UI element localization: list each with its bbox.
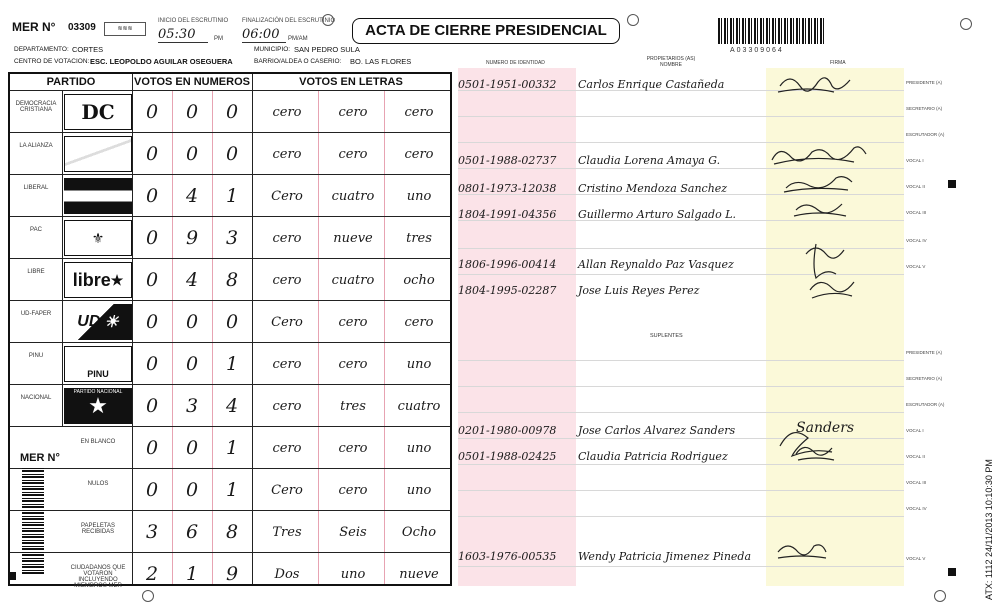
vote-word: cero (338, 441, 368, 456)
finalizacion-label: FINALIZACIÓN DEL ESCRUTINIO (242, 18, 336, 24)
party-row (10, 174, 450, 217)
logo-text: UD (77, 313, 101, 330)
cell-divider (62, 385, 63, 427)
identidad-column (458, 68, 576, 586)
party-row (10, 216, 450, 259)
logo-ud (64, 304, 132, 340)
vote-word: cero (272, 399, 302, 414)
logo-text: DC (81, 100, 115, 124)
identity-number: 0501-1988-02425 (458, 450, 557, 463)
member-name: Guillermo Arturo Salgado L. (578, 208, 737, 221)
party-table (8, 72, 452, 589)
logo-small-icon: ≋≋≋ (104, 22, 146, 36)
vote-word: Dos (274, 567, 300, 582)
barrio-label: BARRIO/ALDEA O CASERIO: (254, 58, 342, 65)
role-label: SECRETARIO (A) (906, 376, 943, 381)
member-name: Jose Luis Reyes Perez (578, 284, 700, 297)
vote-word: cero (404, 147, 434, 162)
vote-digit: 2 (145, 563, 159, 585)
votos-letras-header: VOTOS EN LETRAS (299, 76, 403, 88)
barcode-top (718, 18, 824, 44)
role-label: VOCAL V (906, 556, 926, 561)
vote-digit: 1 (185, 563, 199, 585)
logo-text: libre (72, 269, 111, 290)
signature-suplente-vocal-3 (796, 447, 834, 460)
suplentes-header: SUPLENTES (650, 333, 683, 339)
propietarios-header: PROPIETARIOS (AS) NOMBRE (646, 56, 696, 68)
inicio-time: 05:30 (158, 27, 208, 43)
vote-word: cuatro (331, 273, 375, 288)
vote-word: tres (406, 231, 432, 246)
finalizacion-suffix: PM/AM (288, 36, 308, 42)
signature-suplente-vocal-2 (780, 433, 832, 456)
vote-word: nueve (399, 567, 439, 582)
member-name: Carlos Enrique Castañeda (578, 78, 725, 91)
vote-word: cero (272, 441, 302, 456)
vote-digit: 8 (225, 521, 239, 543)
vote-digit: 9 (185, 227, 199, 249)
circle-mark-bottom-left (142, 590, 154, 602)
vote-word: cero (338, 357, 368, 372)
vote-word: Cero (271, 315, 303, 330)
party-name: DEMOCRACIA CRISTIANA (15, 101, 57, 113)
vote-digit: 0 (145, 227, 159, 249)
role-label: VOCAL III (906, 210, 927, 215)
identity-number: 1806-1996-00414 (458, 258, 557, 271)
signature-vocal-3 (794, 204, 846, 216)
party-name: EN BLANCO (80, 439, 116, 445)
barcode-text: A03309064 (730, 47, 784, 54)
party-row (10, 258, 450, 301)
cell-divider (62, 301, 63, 343)
identity-number: 0801-1973-12038 (458, 182, 557, 195)
vote-digit: 0 (185, 311, 199, 333)
marker-left-lower (8, 572, 16, 580)
member-name: Allan Reynaldo Paz Vasquez (578, 258, 734, 271)
vote-word: cero (272, 147, 302, 162)
member-name: Claudia Lorena Amaya G. (578, 154, 721, 167)
inicio-label: INICIO DEL ESCRUTINIO (158, 18, 229, 24)
vote-word: uno (406, 483, 432, 498)
vote-digit: 0 (185, 353, 199, 375)
vote-word: uno (406, 189, 432, 204)
party-row (10, 300, 450, 343)
logo-text: PINU (87, 369, 109, 379)
vote-word: cero (272, 357, 302, 372)
party-row (10, 384, 450, 427)
cell-divider (62, 259, 63, 301)
mer-number: 03309 (68, 22, 96, 33)
logo-pinu (64, 346, 132, 382)
barcode-left (22, 466, 44, 574)
vote-digit: 3 (185, 395, 199, 417)
departamento-value: CORTES (72, 45, 104, 54)
vote-word: Ocho (401, 525, 437, 540)
vote-word: Cero (271, 189, 303, 204)
vote-word: cero (404, 315, 434, 330)
party-row (10, 90, 450, 133)
vote-digit: 0 (145, 311, 159, 333)
municipio-label: MUNICIPIO: (254, 46, 291, 53)
member-name: Claudia Patricia Rodriguez (578, 450, 728, 463)
signatures (766, 68, 904, 586)
side-stamp: ATX: 1112 24/11/2013 10:10:30 PM (984, 459, 994, 600)
marker-right-upper (948, 180, 956, 188)
party-row (10, 552, 450, 595)
vote-word: uno (406, 357, 432, 372)
form-title: ACTA DE CIERRE PRESIDENCIAL (352, 18, 620, 44)
firma-header: FIRMA (830, 60, 846, 66)
centro-label: CENTRO DE VOTACION: (14, 58, 90, 65)
signature-suplente-vocal-5 (778, 545, 826, 558)
star-icon: ★ (88, 393, 108, 418)
role-label: VOCAL IV (906, 506, 927, 511)
cell-divider (62, 133, 63, 175)
circle-mark-bottom-right (934, 590, 946, 602)
party-name: CIUDADANOS QUE VOTARON INCLUYENDO MIEMBROS MER (70, 565, 126, 589)
party-row (10, 342, 450, 385)
logo-libre (64, 262, 132, 298)
vote-digit: 0 (185, 143, 199, 165)
vote-word: uno (340, 567, 366, 582)
vote-digit: 9 (225, 563, 239, 585)
star-icon: ★ (110, 271, 124, 288)
party-name: PAPELETAS RECIBIDAS (80, 523, 116, 535)
circle-mark (322, 14, 334, 26)
signature-presidente (778, 78, 850, 92)
vote-word: cero (338, 147, 368, 162)
identity-number: 0501-1951-00332 (458, 78, 557, 91)
role-label: VOCAL II (906, 184, 925, 189)
logo-dc (64, 94, 132, 130)
vote-digit: 0 (185, 479, 199, 501)
role-label: VOCAL III (906, 480, 927, 485)
vote-digit: 4 (185, 269, 199, 291)
vote-digit: 3 (225, 227, 239, 249)
vote-word: ocho (403, 273, 435, 288)
circle-mark-far-right (960, 18, 972, 30)
vote-digit: 1 (225, 353, 239, 375)
vote-word: cuatro (331, 189, 375, 204)
role-label: VOCAL I (906, 428, 924, 433)
party-name: PAC (30, 227, 42, 233)
finalizacion-time: 06:00 (242, 27, 286, 43)
sun-icon: ☀ (104, 314, 119, 331)
identity-number: 1804-1995-02287 (458, 284, 557, 297)
role-label: PRESIDENTE (A) (906, 80, 943, 85)
identidad-header: NUMERO DE IDENTIDAD (486, 60, 545, 66)
party-row (10, 426, 450, 469)
vote-digit: 0 (145, 395, 159, 417)
vote-word: cero (338, 105, 368, 120)
party-name: NULOS (87, 481, 109, 487)
vote-word: Seis (339, 525, 367, 540)
identity-number: 1603-1976-00535 (458, 550, 557, 563)
signature-vocal-5 (810, 282, 854, 298)
vote-word: cero (272, 273, 302, 288)
vote-digit: 0 (145, 353, 159, 375)
role-label: SECRETARIO (A) (906, 106, 943, 111)
role-label: ESCRUTADOR (A) (906, 402, 945, 407)
cell-divider (62, 217, 63, 259)
partido-header: PARTIDO (46, 76, 96, 88)
vote-word: nueve (333, 231, 373, 246)
signature-vocal-4 (806, 244, 844, 278)
vote-digit: 0 (145, 101, 159, 123)
centro-value: ESC. LEOPOLDO AGUILAR OSEGUERA (90, 57, 233, 66)
vote-digit: 0 (225, 311, 239, 333)
vote-digit: 4 (225, 395, 239, 417)
logo-liberal (64, 178, 132, 214)
signature-vocal-2 (784, 177, 852, 192)
member-name: Cristino Mendoza Sanchez (578, 182, 728, 195)
marker-right-lower (948, 568, 956, 576)
vote-digit: 0 (185, 101, 199, 123)
barrio-value: BO. LAS FLORES (350, 57, 412, 66)
party-name: PINU (28, 353, 44, 359)
party-name: LIBERAL (23, 185, 49, 191)
vote-digit: 0 (225, 101, 239, 123)
role-label: ESCRUTADOR (A) (906, 132, 945, 137)
role-label: VOCAL II (906, 454, 925, 459)
party-name: UD-FAPER (20, 311, 52, 317)
vote-digit: 3 (145, 521, 159, 543)
vote-digit: 1 (225, 437, 239, 459)
vote-digit: 0 (225, 143, 239, 165)
logo-pac (64, 220, 132, 256)
vote-word: uno (406, 441, 432, 456)
role-label: VOCAL IV (906, 238, 927, 243)
signature-sanders-text: Sanders (796, 420, 855, 436)
logo-nacional (64, 388, 132, 424)
vote-word: cuatro (397, 399, 441, 414)
vote-digit: 0 (185, 437, 199, 459)
vote-word: Cero (271, 483, 303, 498)
cell-divider (62, 91, 63, 133)
vote-word: Tres (272, 525, 302, 540)
vote-word: cero (272, 105, 302, 120)
mer-label: MER N° (12, 20, 56, 34)
inicio-suffix: PM (214, 36, 223, 42)
vote-digit: 0 (145, 437, 159, 459)
vote-word: cero (272, 231, 302, 246)
pac-emblem-icon: ⚜ (91, 229, 105, 246)
member-name: Wendy Patricia Jimenez Pineda (578, 550, 752, 563)
cell-divider (62, 175, 63, 217)
party-row (10, 510, 450, 553)
party-name: NACIONAL (20, 395, 52, 401)
identity-number: 0501-1988-02737 (458, 154, 557, 167)
vote-word: cero (338, 315, 368, 330)
vote-digit: 1 (225, 185, 239, 207)
vote-digit: 0 (145, 143, 159, 165)
party-row (10, 132, 450, 175)
logo-text: PARTIDO NACIONAL (73, 389, 123, 395)
vote-word: cero (338, 483, 368, 498)
vote-digit: 4 (185, 185, 199, 207)
member-name: Jose Carlos Alvarez Sanders (578, 424, 736, 437)
vote-digit: 8 (225, 269, 239, 291)
identity-number: 1804-1991-04356 (458, 208, 557, 221)
municipio-value: SAN PEDRO SULA (294, 45, 360, 54)
vote-digit: 6 (185, 521, 199, 543)
identity-number: 0201-1980-00978 (458, 424, 557, 437)
vote-word: cero (404, 105, 434, 120)
vote-digit: 1 (225, 479, 239, 501)
signature-vocal-1 (772, 147, 866, 164)
role-label: VOCAL V (906, 264, 926, 269)
party-name: LA ALIANZA (19, 143, 53, 149)
votos-numeros-header: VOTOS EN NUMEROS (134, 76, 250, 88)
cell-divider (62, 343, 63, 385)
departamento-label: DEPARTAMENTO: (14, 46, 69, 53)
logo-alianza (64, 136, 132, 172)
role-label: PRESIDENTE (A) (906, 350, 943, 355)
vote-digit: 0 (145, 269, 159, 291)
circle-mark-right (627, 14, 639, 26)
vote-word: tres (340, 399, 366, 414)
left-mer-label: MER N° (20, 452, 60, 464)
party-row (10, 468, 450, 511)
vote-digit: 0 (145, 479, 159, 501)
party-name: LIBRE (27, 269, 45, 275)
vote-digit: 0 (145, 185, 159, 207)
role-label: VOCAL I (906, 158, 924, 163)
